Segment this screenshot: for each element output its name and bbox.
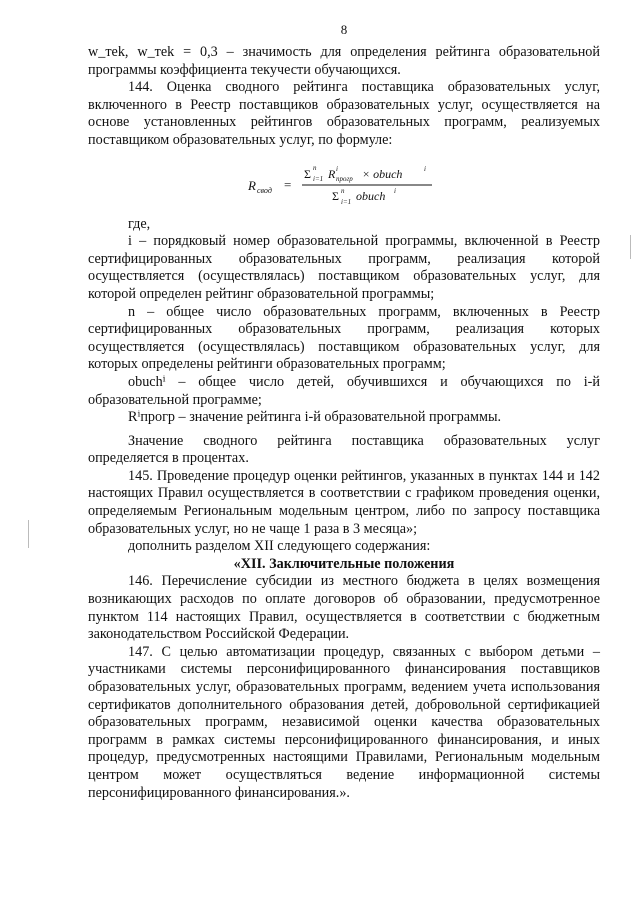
paragraph-coefficient: w_теk, w_теk = 0,3 – значимость для определения рейтинга образовательной программы коэффициента текучести обучающихся. xyxy=(88,44,600,78)
paragraph-value: Значение сводного рейтинга поставщика образовательных услуг определяется в процентах. xyxy=(88,432,600,467)
scan-margin-mark-right xyxy=(630,235,631,259)
paragraph-add-section: дополнить разделом XII следующего содержания: xyxy=(128,538,431,555)
formula-num-sum: Σ xyxy=(304,166,311,181)
formula-den-term-sup: i xyxy=(394,186,396,195)
formula-num-lower: i=1 xyxy=(313,174,324,183)
formula-graphic xyxy=(244,160,444,210)
paragraph-146: 146. Перечисление субсидии из местного бюджета в целях возмещения возникающих расходов по оплате договоров об образовании, предусмотренное пунктом 114 настоящих Правил, осуществляется в соответствии с бюджетным законодательством Российской Федерации. xyxy=(88,573,600,643)
formula-num-term-sub: прогр xyxy=(336,174,353,183)
formula-den-upper: n xyxy=(341,186,345,195)
scan-margin-mark-left xyxy=(28,520,29,548)
page-number: 8 xyxy=(340,22,348,37)
formula-num-term-sup: i xyxy=(336,164,338,173)
definition-n: n – общее число образовательных программ, включенных в Реестр сертифицированных образовательных программ, реализация которых осуществляется (осуществлялась) поставщиком образовательных услуг, для которых определены рейтинги образовательных программ; xyxy=(88,303,600,373)
document-body xyxy=(88,44,600,802)
formula-num-upper: n xyxy=(313,163,317,172)
formula-num-times: × obuch xyxy=(362,166,403,181)
paragraph-145: 145. Проведение процедур оценки рейтингов, указанных в пунктах 144 и 142 настоящих Правил осуществляется в соответствии с графиком проведения оценки, определяемым Региональным модельным центром, либо по запросу поставщика образовательных услуг, но не чаще 1 раза в 3 месяца»; xyxy=(88,467,600,537)
paragraph-144: 144. Оценка сводного рейтинга поставщика образовательных услуг, включенного в Реестр поставщиков образовательных услуг, осуществляется на основе установленных рейтингов образовательных программ, реализуемых поставщиком образовательных услуг, по формуле: xyxy=(88,79,600,148)
formula-num-times-sup: i xyxy=(424,164,426,173)
document-page xyxy=(88,0,600,905)
formula-den-sum: Σ xyxy=(332,188,339,203)
definition-i: i – порядковый номер образовательной программы, включенной в Реестр сертифицированных образовательных программ, реализация которой осуществляется (осуществлялась) поставщиком образовательных услуг, для которой определен рейтинг образовательной программы; xyxy=(88,233,600,302)
rating-formula xyxy=(88,160,600,210)
formula-lhs: R xyxy=(248,177,256,193)
section-heading: «XII. Заключительные положения xyxy=(233,555,455,572)
definition-r: Rⁱпрогр – значение рейтинга i-й образовательной программы. xyxy=(128,409,502,426)
formula-num-term: R xyxy=(328,166,336,181)
paragraph-147: 147. С целью автоматизации процедур, связанных с выбором детьми – участниками системы персонифицированного финансирования поставщиков образовательных услуг, образовательных программ, ведением учета использования сертификатов дополнительного образования детей, добровольной сертификацией образовательных программ, независимой оценки качества образовательных программ в рамках системы персонифицированного финансирования, и иных процедур, предусмотренных настоящими Правилами, Региональным модельным центром может осуществляться ведение информационной системы персонифицированного финансирования.». xyxy=(88,643,600,801)
formula-equals: = xyxy=(284,176,292,192)
formula-den-term: obuch xyxy=(356,188,386,203)
where-label: где, xyxy=(128,215,151,232)
formula-lhs-sub: свод xyxy=(257,185,272,195)
formula-den-lower: i=1 xyxy=(341,197,352,206)
definition-obuch: obuchⁱ – общее число детей, обучившихся и обучающихся по i-й образовательной программе; xyxy=(88,373,600,408)
